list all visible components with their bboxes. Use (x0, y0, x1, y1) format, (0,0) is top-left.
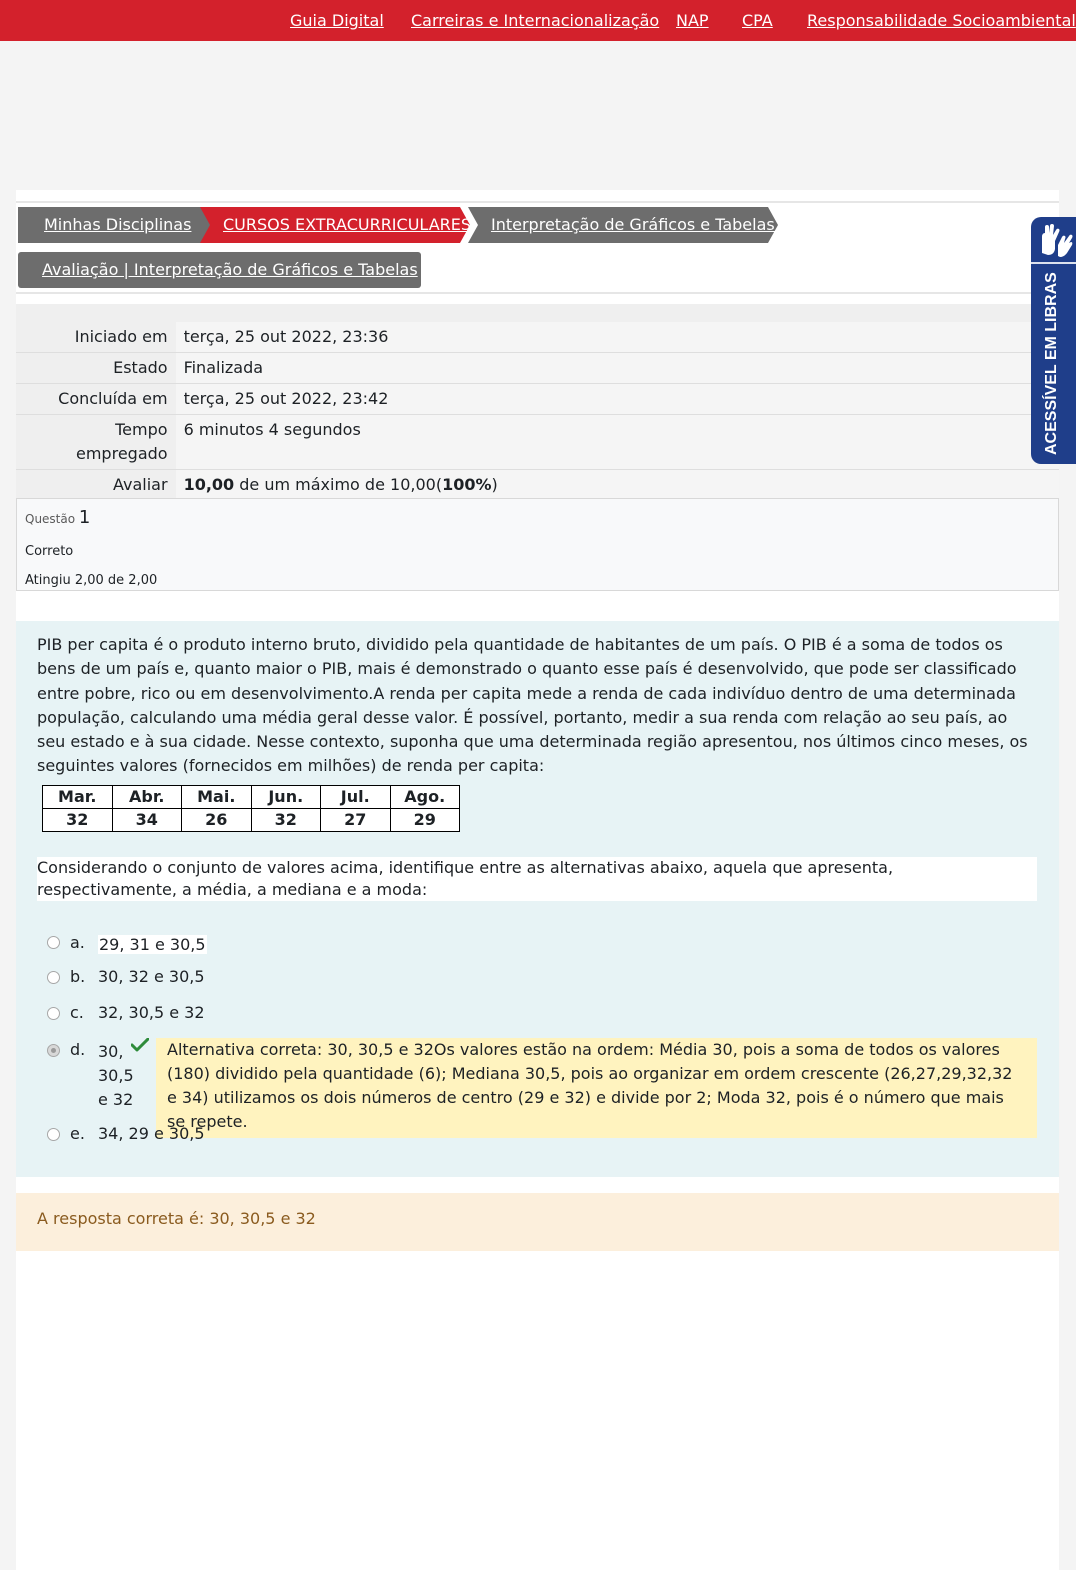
summary-value: 6 minutos 4 segundos (176, 415, 1059, 470)
option-text (98, 1040, 134, 1112)
question-prefix: Questão (25, 512, 76, 526)
summary-label: Concluída em (16, 384, 176, 415)
radio-option-b[interactable] (47, 971, 60, 984)
summary-label: Tempo empregado (16, 415, 176, 470)
radio-option-d[interactable] (47, 1044, 60, 1057)
option-text: 29, 31 e 30,5 (99, 935, 206, 954)
sign-language-hands-icon (1036, 223, 1074, 259)
nav-link-carreiras[interactable]: Carreiras e Internacionalização (411, 11, 660, 30)
table-cell: 32 (43, 809, 113, 832)
option-letter: c. (70, 1003, 84, 1022)
grade-end: ) (491, 475, 498, 494)
table-header: Jul. (321, 786, 391, 809)
summary-row-grade (16, 470, 1059, 501)
table-header: Mar. (43, 786, 113, 809)
check-icon (131, 1038, 149, 1052)
option-letter: e. (70, 1124, 85, 1143)
summary-row (16, 415, 1059, 470)
question-grade: Atingiu 2,00 de 2,00 (25, 573, 158, 588)
table-cell: 32 (251, 809, 321, 832)
option-text-line: 30, (98, 1042, 124, 1061)
income-table-value-row (43, 809, 460, 832)
table-cell: 29 (390, 809, 460, 832)
radio-option-c[interactable] (47, 1007, 60, 1020)
summary-label: Iniciado em (16, 322, 176, 353)
option-text-line: e 32 (98, 1090, 134, 1109)
summary-label: Avaliar (16, 470, 176, 501)
option-text: 34, 29 e 30,5 (98, 1124, 205, 1143)
summary-grade-value (176, 470, 1059, 501)
main-content (16, 190, 1059, 1570)
right-answer-box (16, 1193, 1059, 1251)
nav-link-guia-digital[interactable]: Guia Digital (290, 11, 384, 30)
question-info-box (16, 498, 1059, 591)
option-text: 30, 32 e 30,5 (98, 967, 205, 986)
question-prompt: Considerando o conjunto de valores acima, identifique entre as alternativas abaixo, aquela que apresenta, respectivamente, a média, a mediana e a moda: (37, 857, 1037, 901)
summary-label: Estado (16, 353, 176, 384)
option-feedback: Alternativa correta: 30, 30,5 e 32Os valores estão na ordem: Média 30, pois a soma de todos os valores (180) dividido pela quantidade (6); Mediana 30,5, pois ao organizar em ordem crescente (26,27,29,32,32 e 34) utilizamos os dois números de centro (29 e 32) e divide por 2; Moda 32, pois é o número que mais se repete. (156, 1038, 1037, 1138)
summary-row (16, 384, 1059, 415)
grade-percent: 100% (442, 475, 492, 494)
question-number (25, 507, 90, 528)
summary-value: terça, 25 out 2022, 23:36 (176, 322, 1059, 353)
question-state: Correto (25, 544, 74, 559)
table-header: Ago. (390, 786, 460, 809)
widget-separator (1031, 262, 1076, 264)
attempt-summary-table (16, 322, 1059, 501)
summary-row (16, 322, 1059, 353)
nav-link-cpa[interactable]: CPA (742, 11, 773, 30)
option-letter: b. (70, 967, 86, 986)
table-cell: 26 (182, 809, 252, 832)
radio-option-a[interactable] (47, 936, 60, 949)
summary-header-strip (16, 304, 1059, 322)
table-cell: 27 (321, 809, 391, 832)
table-header: Jun. (251, 786, 321, 809)
option-text: 32, 30,5 e 32 (98, 1003, 205, 1022)
top-nav-bar (0, 0, 1076, 41)
table-header: Mai. (182, 786, 252, 809)
libras-label: ACESSÍVEL EM LIBRAS (1043, 272, 1060, 455)
breadcrumb-item-avaliacao[interactable]: Avaliação | Interpretação de Gráficos e Tabelas (42, 260, 418, 279)
question-text: PIB per capita é o produto interno bruto, dividido pela quantidade de habitantes de um país. O PIB é a soma de todos os bens de um país e, quanto maior o PIB, mais é demonstrado o quanto esse país é desenvolvido, que pode ser classificado entre pobre, rico ou em desenvolvimento.A renda per capita mede a renda de cada indivíduo dentro de uma determinada população, calculando uma média geral desse valor. É possível, portanto, medir a sua renda com relação ao seu país, ao seu estado e à sua cidade. Nesse contexto, suponha que uma determinada região apresentou, nos últimos cinco meses, os seguintes valores (fornecidos em milhões) de renda per capita: (37, 635, 1028, 776)
libras-accessibility-widget[interactable] (1031, 217, 1076, 464)
summary-value: terça, 25 out 2022, 23:42 (176, 384, 1059, 415)
nav-link-nap[interactable]: NAP (676, 11, 709, 30)
table-cell: 34 (112, 809, 182, 832)
breadcrumb-item-minhas-disciplinas[interactable]: Minhas Disciplinas (44, 215, 192, 234)
nav-link-responsabilidade[interactable]: Responsabilidade Socioambiental (807, 11, 1076, 30)
table-header: Abr. (112, 786, 182, 809)
income-table-header-row (43, 786, 460, 809)
question-number-value: 1 (78, 507, 91, 528)
question-content (16, 621, 1059, 1177)
right-answer-text: A resposta correta é: 30, 30,5 e 32 (37, 1209, 316, 1228)
breadcrumb-item-interpretacao[interactable]: Interpretação de Gráficos e Tabelas (491, 215, 775, 234)
option-text-line: 30,5 (98, 1066, 134, 1085)
grade-score: 10,00 (183, 475, 235, 494)
radio-option-e[interactable] (47, 1128, 60, 1141)
option-letter: d. (70, 1040, 86, 1059)
option-letter: a. (70, 933, 85, 952)
summary-row (16, 353, 1059, 384)
grade-middle: de um máximo de 10,00( (234, 475, 443, 494)
breadcrumb-item-cursos-extracurriculares[interactable]: CURSOS EXTRACURRICULARES (223, 215, 472, 234)
summary-value: Finalizada (176, 353, 1059, 384)
income-table (42, 785, 460, 832)
breadcrumb (16, 201, 1059, 294)
